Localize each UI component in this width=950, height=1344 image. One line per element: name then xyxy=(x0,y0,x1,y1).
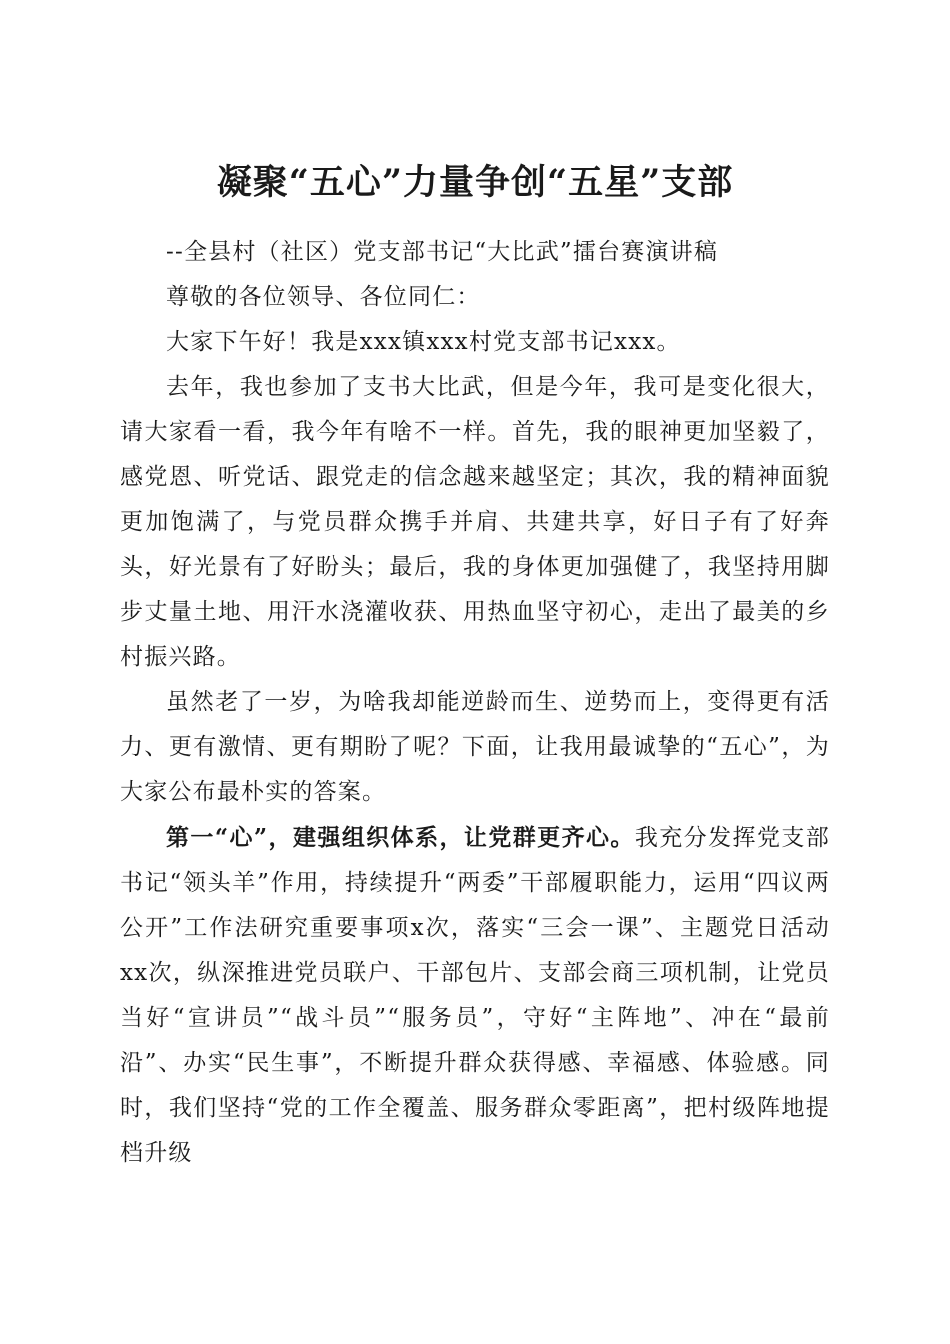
paragraph-3 xyxy=(120,815,830,1176)
paragraph-2: 虽然老了一岁，为啥我却能逆龄而生、逆势而上，变得更有活力、更有激情、更有期盼了呢？下面，让我用最诚挚的“五心”，为大家公布最朴实的答案。 xyxy=(120,689,830,805)
document-body xyxy=(120,230,830,1176)
paragraph-1: 去年，我也参加了支书大比武，但是今年，我可是变化很大，请大家看一看，我今年有啥不一样。首先，我的眼神更加坚毅了，感党恩、听党话、跟党走的信念越来越坚定；其次，我的精神面貌更加饱满了，与党员群众携手并肩、共建共享，好日子有了好奔头，好光景有了好盼头；最后，我的身体更加强健了，我坚持用脚步丈量土地、用汗水浇灌收获、用热血坚守初心，走出了最美的乡村振兴路。 xyxy=(120,374,830,670)
document-title: 凝聚“五心”力量争创“五星”支部 xyxy=(216,162,734,204)
paragraph-3-body: 我充分发挥党支部书记“领头羊”作用，持续提升“两委”干部履职能力，运用“四议两公开”工作法研究重要事项x次，落实“三会一课”、主题党日活动xx次，纵深推进党员联户、干部包片、支部会商三项机制，让党员当好“宣讲员”“战斗员”“服务员”，守好“主阵地”、冲在“最前沿”、办实“民生事”，不断提升群众获得感、幸福感、体验感。同时，我们坚持“党的工作全覆盖、服务群众零距离”，把村级阵地提档升级 xyxy=(120,825,830,1166)
document-subtitle: --全县村（社区）党支部书记“大比武”擂台赛演讲稿 xyxy=(166,239,719,265)
greeting: 大家下午好！我是xxx镇xxx村党支部书记xxx。 xyxy=(166,329,681,355)
salutation: 尊敬的各位领导、各位同仁： xyxy=(166,284,481,310)
paragraph-3-lead: 第一“心”，建强组织体系，让党群更齐心。 xyxy=(166,824,635,851)
